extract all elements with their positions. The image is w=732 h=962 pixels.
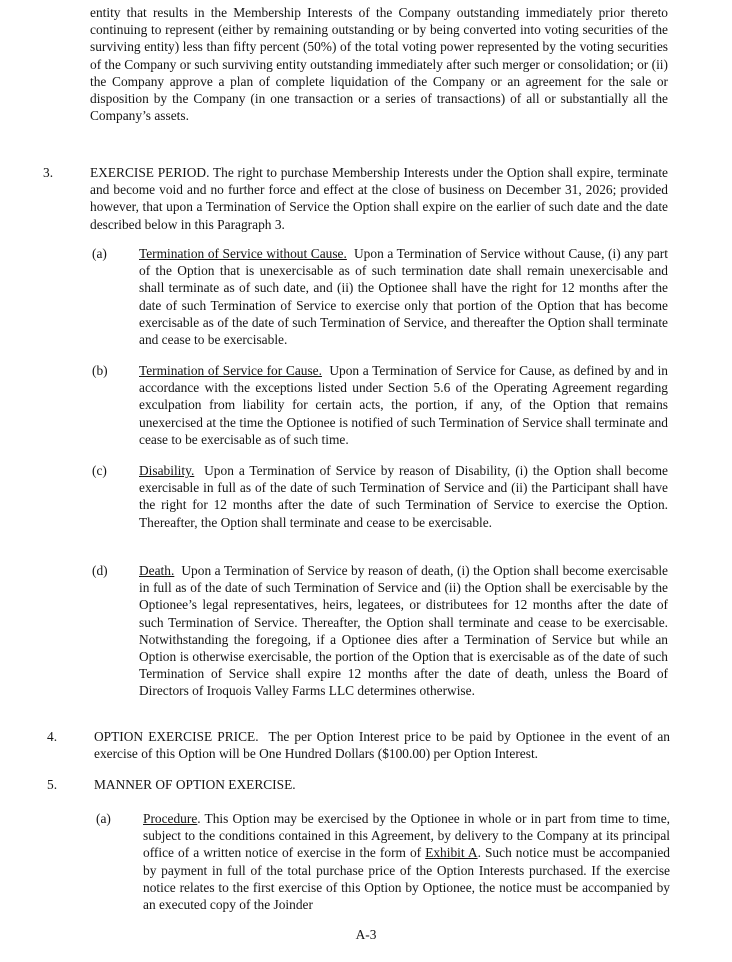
item-3b-text: Upon a Termination of Service for Cause, as defined by and in accordance with the exceptions listed under Section 5.6 of the Operating Agreement regarding exculpation from liability for certain acts, the portion, if any, of the Option that remains unexercised at the time the Optionee is notified of such Termination of Service shall terminate and cease to be exercisable as of such time.: [139, 363, 669, 447]
item-3d-paragraph: [139, 562, 668, 700]
exhibit-a-reference: Exhibit A: [425, 845, 478, 861]
section-5-heading: MANNER OF OPTION EXERCISE.: [94, 777, 296, 792]
section-3-heading: EXERCISE PERIOD.: [90, 165, 210, 180]
item-3c-label: (c): [92, 463, 107, 478]
item-5a-text-after: . Such notice must be accompanied by payment in full of the total purchase price of the Option Interests purchased. If the exercise notice relates to the first exercise of this Option by Optionee, the notice must be accompanied by an executed copy of the Joinder: [143, 845, 670, 913]
item-3d-text: Upon a Termination of Service by reason of death, (i) the Option shall become exercisable in full as of the date of such Termination of Service and (ii) the Option shall be exercisable by the Optionee’s legal representatives, heirs, legatees, or distributees for 12 months after the date of such Termination of Service. Thereafter, the Option shall terminate and cease to be exercisable. Notwithstanding the foregoing, if a Optionee dies after a Termination of Service but while an Option is otherwise exercisable, the portion of the Option that is exercisable as of the date of such Termination of Service shall expire 12 months after the date of death, unless the Board of Directors of Iroquois Valley Farms LLC determines otherwise.: [139, 563, 668, 699]
item-3a-paragraph: [139, 245, 668, 348]
item-3a-label: (a): [92, 246, 107, 261]
item-3d-title: Death.: [139, 563, 175, 578]
item-3c-text: Upon a Termination of Service by reason of Disability, (i) the Option shall become exercisable in full as of the date of such Termination of Service and (ii) the Participant shall have the right for 12 months after the date of such Termination of Service to exercise the Option. Thereafter, the Option shall terminate and cease to be exercisable.: [139, 463, 668, 530]
item-3a-text: Upon a Termination of Service without Cause, (i) any part of the Option that is unexercisable as of such termination date shall remain unexercisable and shall terminate as of such date, and (ii) the Optionee shall have the right for 12 months after the date of such Termination of Service to exercise only that portion of the Option that has become exercisable as of the date of such Termination of Service, and thereafter the Option shall terminate and cease to be exercisable.: [139, 246, 668, 348]
item-5a-paragraph: [143, 810, 670, 913]
page-number: A-3: [355, 927, 377, 942]
item-3b-label: (b): [92, 363, 108, 378]
section-3-number: 3.: [43, 165, 54, 180]
item-3c-paragraph: [139, 462, 668, 531]
section-4-paragraph: [94, 728, 670, 762]
item-3d-label: (d): [92, 563, 108, 578]
intro-paragraph: entity that results in the Membership Interests of the Company outstanding immediately prior thereto continuing to represent (either by remaining outstanding or by being converted into voting securities of the surviving entity) less than fifty percent (50%) of the total voting power represented by the voting securities of the Company or such surviving entity outstanding immediately after such merger or consolidation; or (ii) the Company approve a plan of complete liquidation of the Company or an agreement for the sale or disposition by the Company (in one transaction or a series of transactions) of all or substantially all the Company’s assets.: [90, 5, 668, 124]
section-5-number: 5.: [47, 777, 58, 792]
item-3b-title: Termination of Service for Cause.: [139, 363, 322, 378]
section-4-text: The per Option Interest price to be paid by Optionee in the event of an exercise of this Option will be One Hundred Dollars ($100.00) per Option Interest.: [94, 729, 670, 762]
item-5a-label: (a): [96, 811, 111, 826]
item-3a-title: Termination of Service without Cause.: [139, 246, 347, 261]
section-3-paragraph: [90, 164, 668, 233]
section-4-heading: OPTION EXERCISE PRICE.: [94, 729, 259, 744]
section-3-text: The right to purchase Membership Interests under the Option shall expire, terminate and become void and no further force and effect at the close of business on December 31, 2026; provided however, that upon a Termination of Service the Option shall expire on the earlier of such date and the date described below in this Paragraph 3.: [90, 165, 669, 232]
item-3b-paragraph: [139, 362, 668, 448]
item-3c-title: Disability.: [139, 463, 195, 478]
section-4-number: 4.: [47, 729, 58, 744]
item-5a-text-before: . This Option may be exercised by the Optionee in whole or in part from time to time, subject to the conditions contained in this Agreement, by delivery to the Company at its principal office of a written notice of exercise in the form of: [143, 811, 670, 861]
item-5a-title: Procedure: [143, 811, 198, 826]
